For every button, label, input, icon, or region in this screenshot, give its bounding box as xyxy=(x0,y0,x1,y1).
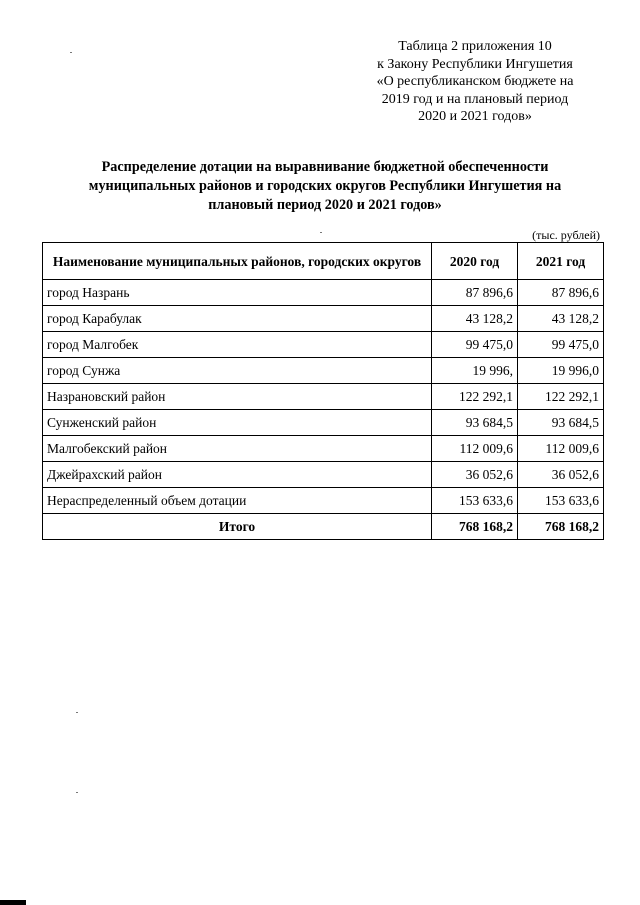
document-title xyxy=(40,158,610,215)
row-value-2020: 99 475,0 xyxy=(432,332,518,358)
table-row xyxy=(43,280,604,306)
row-value-2020: 19 996, xyxy=(432,358,518,384)
table-row xyxy=(43,436,604,462)
row-value-2021: 19 996,0 xyxy=(518,358,604,384)
header-line: к Закону Республики Ингушетия xyxy=(377,56,573,72)
column-header-name: Наименование муниципальных районов, городских округов xyxy=(43,243,432,280)
table-header-row xyxy=(43,243,604,280)
row-value-2021: 112 009,6 xyxy=(518,436,604,462)
row-value-2021: 36 052,6 xyxy=(518,462,604,488)
title-line: муниципальных районов и городских округов Республики Ингушетия на xyxy=(88,178,562,194)
header-line: 2019 год и на плановый период xyxy=(381,91,569,107)
row-value-2021: 99 475,0 xyxy=(518,332,604,358)
row-value-2020: 93 684,5 xyxy=(432,410,518,436)
total-value-2021: 768 168,2 xyxy=(518,514,604,540)
table-row xyxy=(43,410,604,436)
units-label: (тыс. рублей) xyxy=(532,228,600,242)
table-total-row xyxy=(43,514,604,540)
scan-speck xyxy=(76,712,78,713)
row-value-2021: 153 633,6 xyxy=(518,488,604,514)
header-line: Таблица 2 приложения 10 xyxy=(398,39,552,54)
column-header-2021: 2021 год xyxy=(518,243,604,280)
table-row xyxy=(43,384,604,410)
row-name: Назрановский район xyxy=(43,384,432,410)
total-label: Итого xyxy=(43,514,432,540)
table-row xyxy=(43,306,604,332)
row-value-2020: 36 052,6 xyxy=(432,462,518,488)
row-name: Сунженский район xyxy=(43,410,432,436)
law-reference-header xyxy=(360,38,590,126)
header-line: «О республиканском бюджете на xyxy=(376,74,574,89)
row-name: город Сунжа xyxy=(43,358,432,384)
subsidy-distribution-table xyxy=(42,242,604,540)
scan-edge-mark xyxy=(0,900,26,905)
row-value-2021: 122 292,1 xyxy=(518,384,604,410)
row-value-2020: 122 292,1 xyxy=(432,384,518,410)
total-value-2020: 768 168,2 xyxy=(432,514,518,540)
row-name: Джейрахский район xyxy=(43,462,432,488)
title-line: плановый период 2020 и 2021 годов» xyxy=(208,197,442,213)
title-line: Распределение дотации на выравнивание бюджетной обеспеченности xyxy=(101,159,549,175)
row-value-2021: 87 896,6 xyxy=(518,280,604,306)
row-name: город Малгобек xyxy=(43,332,432,358)
table-row xyxy=(43,332,604,358)
row-value-2021: 93 684,5 xyxy=(518,410,604,436)
row-value-2020: 87 896,6 xyxy=(432,280,518,306)
row-value-2020: 153 633,6 xyxy=(432,488,518,514)
row-name: Нераспределенный объем дотации xyxy=(43,488,432,514)
table-row xyxy=(43,462,604,488)
table-row xyxy=(43,488,604,514)
row-value-2020: 43 128,2 xyxy=(432,306,518,332)
row-name: город Карабулак xyxy=(43,306,432,332)
scan-speck xyxy=(70,52,72,53)
row-value-2021: 43 128,2 xyxy=(518,306,604,332)
row-value-2020: 112 009,6 xyxy=(432,436,518,462)
column-header-2020: 2020 год xyxy=(432,243,518,280)
table-row xyxy=(43,358,604,384)
scan-speck xyxy=(320,232,322,233)
scan-speck xyxy=(76,792,78,793)
row-name: город Назрань xyxy=(43,280,432,306)
header-line: 2020 и 2021 годов» xyxy=(418,109,532,124)
row-name: Малгобекский район xyxy=(43,436,432,462)
